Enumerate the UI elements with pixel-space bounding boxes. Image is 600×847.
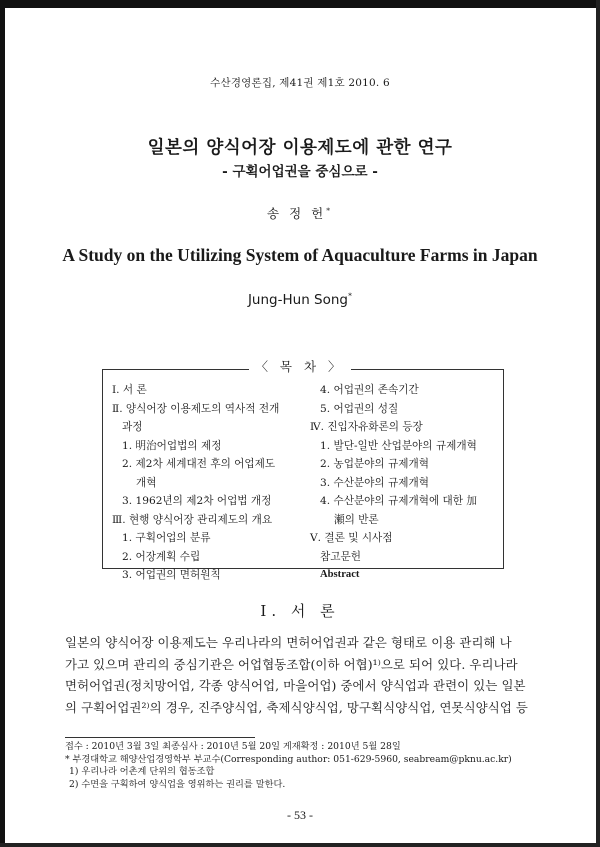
scan-border-top bbox=[0, 0, 600, 8]
footnotes bbox=[65, 741, 545, 791]
footnote-1: 1) 우리나라 어촌계 단위의 협동조합 bbox=[69, 766, 215, 777]
toc-item: 1. 明治어업법의 제정 bbox=[122, 439, 222, 452]
toc-item: 2. 농업분야의 규제개혁 bbox=[320, 458, 429, 470]
toc-item: Ⅱ. 양식어장 이용제도의 역사적 전개 bbox=[112, 402, 280, 415]
toc-item: 3. 수산분야의 규제개혁 bbox=[320, 476, 429, 489]
toc-item: Ⅳ. 진입자유화론의 등장 bbox=[310, 421, 423, 433]
scan-border-left bbox=[0, 0, 5, 847]
section-heading: Ⅰ. 서 론 bbox=[260, 602, 340, 620]
author-english bbox=[0, 292, 600, 308]
toc-item: 과정 bbox=[122, 421, 143, 433]
body-line: 면허어업권(정치망어업, 각종 양식어업, 마을어업) 중에서 양식업과 관련이 있는 일본 bbox=[65, 678, 526, 693]
body-line: 일본의 양식어장 이용제도는 우리나라의 면허어업권과 같은 형태로 이용 관리해 나 bbox=[65, 635, 512, 650]
subtitle-korean: - 구획어업권을 중심으로 - bbox=[222, 164, 378, 180]
page-number: - 53 - bbox=[287, 808, 313, 822]
toc-item: 5. 어업권의 성질 bbox=[320, 402, 399, 415]
author-korean-marker: * bbox=[326, 205, 333, 215]
footnote-rule bbox=[65, 737, 255, 738]
body-line: 의 구획어업권²⁾의 경우, 진주양식업, 축제식양식업, 망구획식양식업, 연못식양식업 등 bbox=[65, 699, 528, 715]
scan-border-bottom bbox=[0, 843, 600, 847]
toc-right-column bbox=[310, 381, 500, 585]
author-english-name: Jung-Hun Song bbox=[247, 292, 348, 308]
scan-border-right bbox=[596, 0, 600, 847]
toc-item: 3. 어업권의 면허원칙 bbox=[122, 569, 221, 581]
author-english-marker: * bbox=[348, 290, 353, 301]
toc-item: 4. 어업권의 존속기간 bbox=[320, 384, 419, 396]
toc-item: 참고문헌 bbox=[320, 550, 361, 563]
author-korean bbox=[0, 204, 600, 222]
toc-item: 개혁 bbox=[136, 476, 157, 489]
toc-item: 4. 수산분야의 규제개혁에 대한 加 bbox=[320, 495, 477, 507]
toc-left-column bbox=[112, 381, 310, 585]
author-korean-name: 송 정 헌 bbox=[267, 206, 327, 221]
body-paragraph bbox=[65, 632, 543, 718]
footnote-dates: 접수 : 2010년 3월 3일 최종심사 : 2010년 5월 20일 게재확정 : 2010년 5월 28일 bbox=[65, 741, 401, 752]
toc-item: 1. 구획어업의 분류 bbox=[122, 532, 211, 544]
toc-item: Ⅴ. 결론 및 시사점 bbox=[310, 532, 393, 544]
title-english: A Study on the Utilizing System of Aquaculture Farms in Japan bbox=[62, 245, 538, 265]
toc-item: 1. 발단-일반 산업분야의 규제개혁 bbox=[320, 439, 477, 452]
toc-item: Ⅰ. 서 론 bbox=[112, 384, 147, 396]
toc-item: Ⅲ. 현행 양식어장 관리제도의 개요 bbox=[112, 513, 273, 526]
toc-item: 2. 어장계획 수립 bbox=[122, 550, 201, 563]
journal-header: 수산경영론집, 제41권 제1호 2010. 6 bbox=[210, 77, 390, 89]
toc-label bbox=[0, 356, 600, 375]
footnote-affiliation: * 부경대학교 해양산업경영학부 부교수(Corresponding author: 051-629-5960, seabream@pknu.ac.kr) bbox=[65, 753, 512, 765]
toc-item: 2. 제2차 세계대전 후의 어업제도 bbox=[122, 458, 276, 470]
toc-item: 3. 1962년의 제2차 어업법 개정 bbox=[122, 495, 272, 507]
toc-item: Abstract bbox=[320, 569, 360, 580]
toc-label-text: 〈 목 차 〉 bbox=[249, 359, 350, 374]
body-line: 가고 있으며 관리의 중심기관은 어업협동조합(이하 어협)¹⁾으로 되어 있다. 우리나라 bbox=[65, 656, 518, 672]
footnote-2: 2) 수면을 구획하여 양식업을 영위하는 권리를 말한다. bbox=[69, 778, 286, 790]
toc-item: 瀬의 반론 bbox=[334, 513, 379, 526]
title-korean: 일본의 양식어장 이용제도에 관한 연구 bbox=[147, 138, 453, 158]
